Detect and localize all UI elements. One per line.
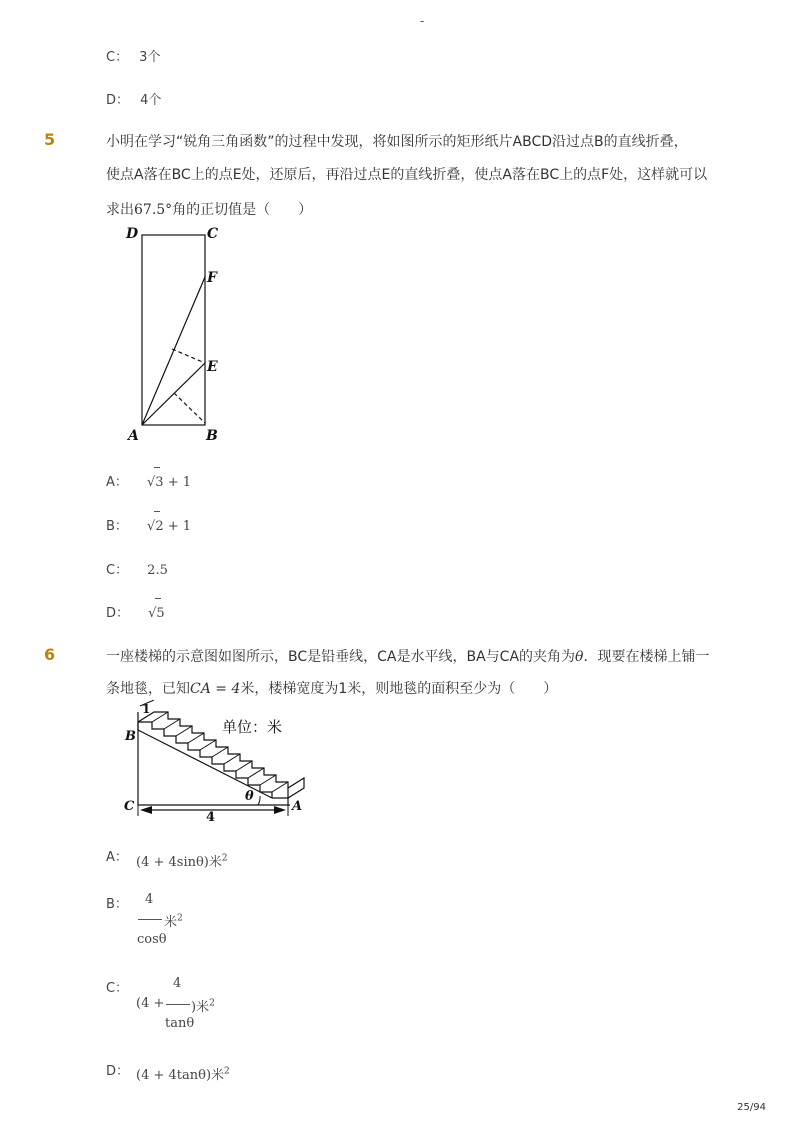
- q6-option-d[interactable]: [106, 1060, 129, 1079]
- line-ae: [142, 363, 205, 425]
- option-value: 4个: [140, 93, 162, 108]
- question-6-line2: [106, 678, 557, 698]
- q6-c-suffix: [191, 996, 215, 1015]
- question-5-line3: [106, 199, 312, 219]
- unit-text: 米: [164, 915, 178, 930]
- line-af: [142, 277, 205, 425]
- q6-option-a[interactable]: [106, 846, 128, 865]
- q5-option-c[interactable]: [106, 559, 168, 578]
- step-edge: [176, 726, 192, 736]
- sqrt-expression: √ 2: [147, 519, 164, 534]
- angle-arc: [258, 796, 260, 805]
- step-edge: [152, 712, 168, 722]
- q6-c-prefix: (4 +: [136, 996, 165, 1011]
- q5-option-d[interactable]: [106, 602, 165, 621]
- q6-c-denominator: tanθ: [165, 1016, 195, 1031]
- q6-option-a-value: [136, 851, 228, 870]
- q5-option-b[interactable]: [106, 515, 191, 534]
- staircase-figure: [120, 700, 320, 825]
- step-edge: [212, 747, 228, 757]
- option-label: A：: [106, 475, 128, 490]
- label-one: 1: [142, 702, 151, 716]
- arrow-left-icon: [140, 806, 152, 814]
- option-rest: + 1: [163, 519, 192, 534]
- arrow-right-icon: [274, 806, 286, 814]
- q5-option-a[interactable]: [106, 471, 191, 490]
- option-label: A：: [106, 850, 128, 865]
- sqrt-expression: √ 3: [147, 475, 164, 490]
- superscript: 2: [209, 998, 215, 1009]
- prev-option-c[interactable]: [106, 46, 160, 65]
- q6-option-b[interactable]: [106, 893, 128, 912]
- q5-text-post: 角的正切值是（ ）: [172, 202, 313, 218]
- label-c: C: [124, 799, 135, 814]
- q6-b-fraction-bar: [138, 919, 162, 920]
- q6-b-numerator: 4: [145, 892, 154, 907]
- q5-text-pre: 求出: [106, 202, 134, 218]
- q6-b-unit: [164, 911, 183, 930]
- step-edge: [200, 740, 216, 750]
- step-edge: [260, 775, 276, 785]
- radical-bar: [155, 598, 161, 599]
- fold-line-upper: [172, 349, 205, 363]
- question-6-line1: [106, 646, 709, 666]
- q6-c-fraction-bar: [166, 1004, 190, 1005]
- q6-text-pre: 一座楼梯的示意图如图所示，BC是铅垂线，CA是水平线，BA与CA的夹角为: [106, 649, 576, 665]
- option-label: D：: [106, 606, 130, 621]
- q6-text-pre: 条地毯，已知: [106, 681, 190, 697]
- sqrt-expression: √ 5: [148, 606, 165, 621]
- radical-bar: [154, 467, 160, 468]
- radicand: 3: [155, 475, 164, 490]
- step-edge: [236, 761, 252, 771]
- superscript: 2: [221, 853, 228, 864]
- step-edge: [272, 782, 288, 792]
- option-label: C：: [106, 563, 129, 578]
- superscript: 2: [224, 1066, 230, 1077]
- q6-c-numerator: 4: [173, 976, 182, 991]
- label-a: A: [292, 799, 303, 814]
- option-label: D：: [106, 1064, 130, 1079]
- radical-bar: [154, 511, 160, 512]
- q5-angle: 67.5°: [134, 202, 173, 218]
- label-f: F: [207, 270, 217, 286]
- q6-text-post: 米，楼梯宽度为1米，则地毯的面积至少为（ ）: [240, 681, 558, 697]
- option-label: C：: [106, 50, 129, 65]
- label-b: B: [206, 428, 218, 444]
- question-5-line1: 小明在学习“锐角三角函数”的过程中发现，将如图所示的矩形纸片ABCD沿过点B的直线折叠，: [106, 134, 688, 150]
- suffix-text: )米: [191, 1000, 210, 1015]
- q6-option-c[interactable]: [106, 977, 128, 996]
- question-5-line2: 使点A落在BC上的点E处，还原后，再沿过点E的直线折叠，使点A落在BC上的点F处，这样就可以: [106, 167, 708, 183]
- label-d: D: [126, 226, 139, 242]
- superscript: 2: [177, 913, 183, 924]
- step-edge: [164, 719, 180, 729]
- page-number: 25/94: [737, 1102, 766, 1113]
- question-6-number: 6: [44, 645, 56, 664]
- label-b: B: [125, 729, 136, 744]
- option-value: (4 + 4sinθ)米: [136, 855, 222, 870]
- question-5-number: 5: [44, 130, 56, 149]
- q6-theta: θ: [575, 649, 584, 665]
- step-edge: [224, 754, 240, 764]
- fold-line-lower: [174, 393, 205, 423]
- q6-ca-eq: CA = 4: [190, 681, 241, 697]
- q6-text-post: ．现要在楼梯上铺一: [583, 649, 710, 665]
- option-rest: + 1: [163, 475, 192, 490]
- q6-option-d-value: [136, 1064, 230, 1083]
- step-edge: [188, 733, 204, 743]
- rectangle-fold-figure: [120, 220, 230, 445]
- radicand: 2: [155, 519, 164, 534]
- rectangle-abcd: [142, 235, 205, 425]
- step-edge: [248, 768, 264, 778]
- label-e: E: [207, 359, 218, 375]
- unit-label: 单位：米: [222, 718, 283, 736]
- option-value: 2.5: [147, 563, 168, 578]
- prev-option-d[interactable]: [106, 89, 161, 108]
- label-c: C: [207, 226, 219, 242]
- option-value: (4 + 4tanθ)米: [136, 1068, 225, 1083]
- option-label: C：: [106, 981, 129, 996]
- option-label: D：: [106, 93, 130, 108]
- option-label: B：: [106, 519, 128, 534]
- label-four: 4: [206, 810, 216, 825]
- option-label: B：: [106, 897, 128, 912]
- label-theta: θ: [245, 789, 254, 804]
- q6-b-denominator: cosθ: [137, 932, 167, 947]
- label-a: A: [128, 428, 139, 444]
- header-mark: -: [420, 14, 425, 28]
- radicand: 5: [156, 606, 165, 621]
- option-value: 3个: [139, 50, 161, 65]
